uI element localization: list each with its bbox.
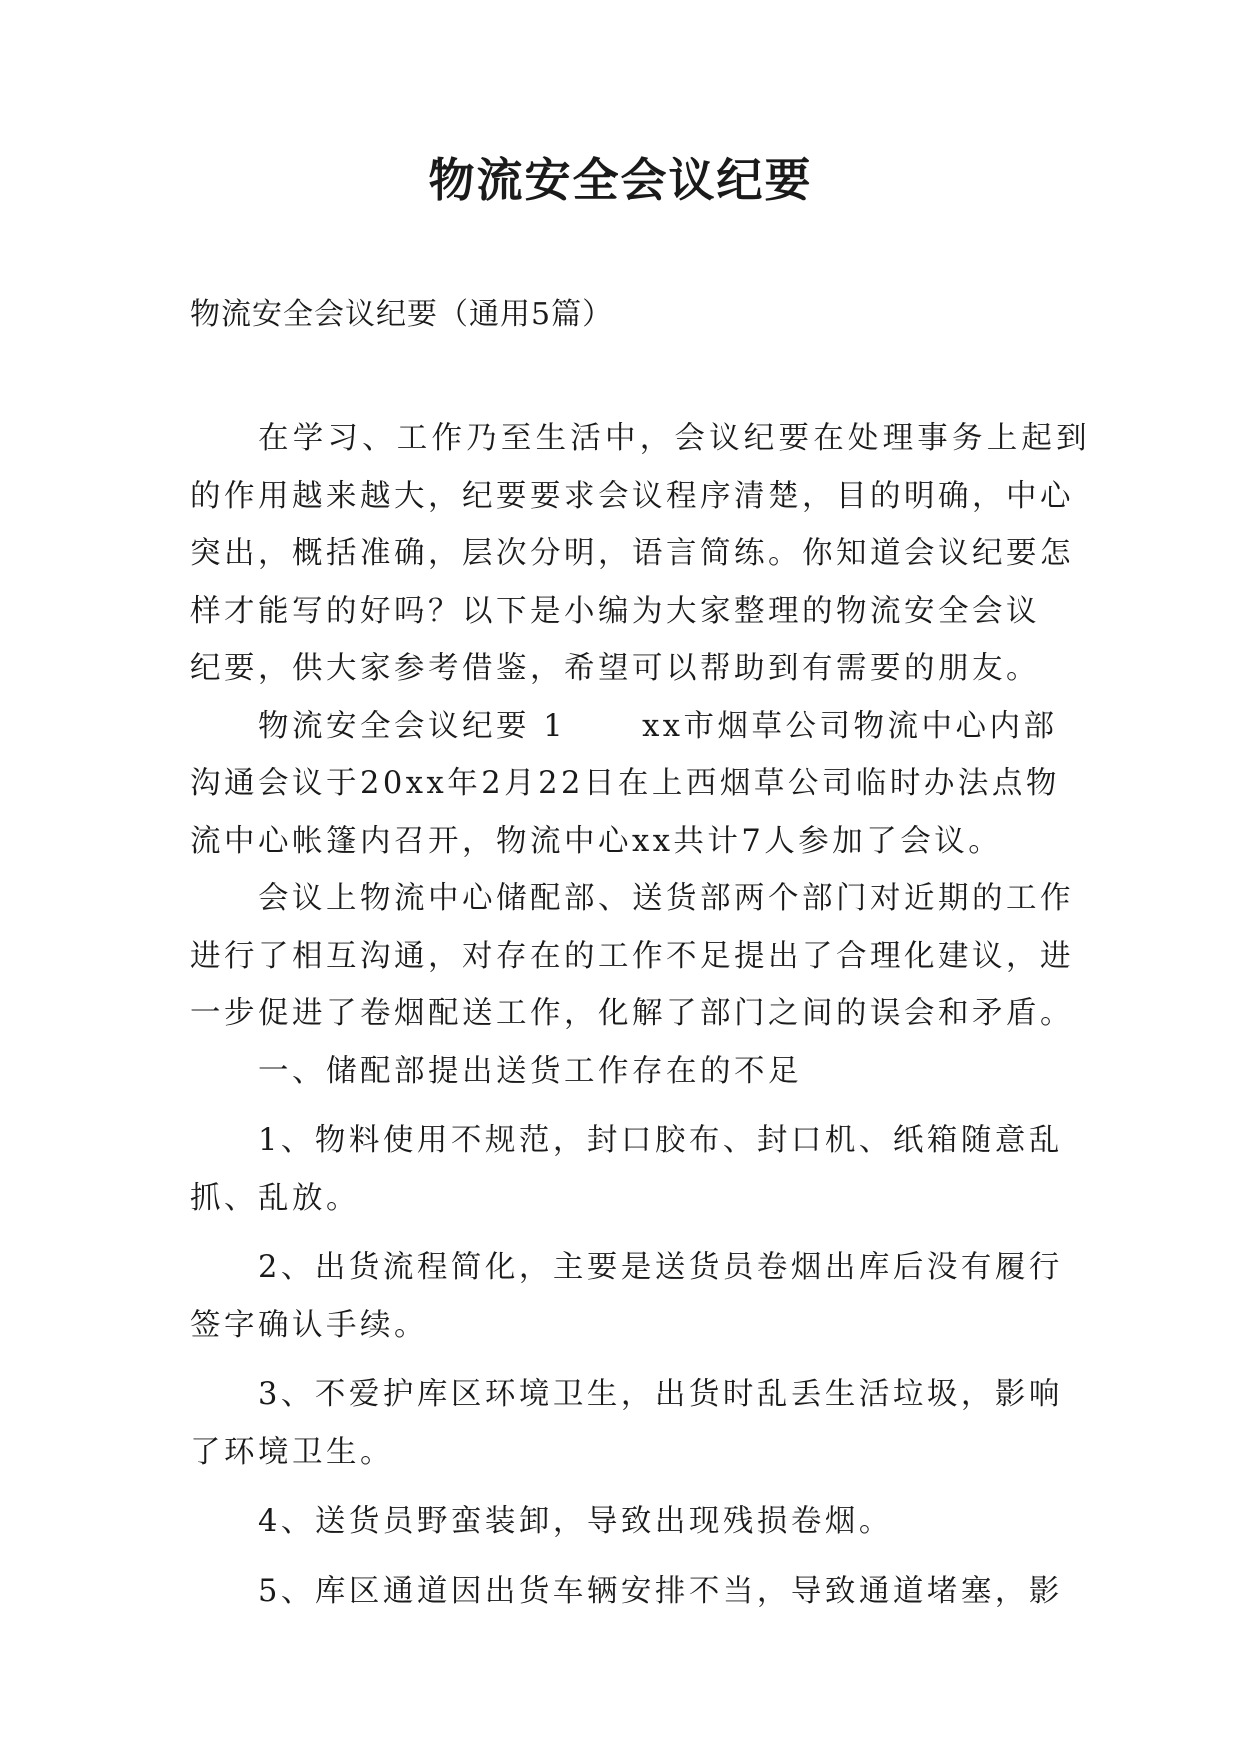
paragraph-line: 物流安全会议纪要 1 xx市烟草公司物流中心内部 [258,708,1058,744]
paragraph-line: 一步促进了卷烟配送工作，化解了部门之间的误会和矛盾。 [190,996,1074,1031]
paragraph-line: 样才能写的好吗？以下是小编为大家整理的物流安全会议 [190,593,1040,629]
list-item-continuation: 签字确认手续。 [190,1307,428,1343]
document-title: 物流安全会议纪要 [428,153,813,207]
list-item: 4、送货员野蛮装卸，导致出现残损卷烟。 [258,1504,893,1539]
document-subtitle: 物流安全会议纪要（通用5篇） [190,297,614,332]
list-item: 5、库区通道因出货车辆安排不当，导致通道堵塞，影 [258,1573,1063,1609]
paragraph-line: 突出，概括准确，层次分明，语言简练。你知道会议纪要怎 [190,536,1074,571]
list-heading: 一、储配部提出送货工作存在的不足 [258,1053,802,1089]
paragraph-line: 在学习、工作乃至生活中，会议纪要在处理事务上起到 [258,421,1091,456]
section-heading-1: 物流安全会议纪要 1 [258,708,567,744]
list-item-continuation: 抓、乱放。 [190,1180,360,1216]
paragraph-line: 会议上物流中心储配部、送货部两个部门对近期的工作 [258,881,1074,916]
list-item: 2、出货流程简化，主要是送货员卷烟出库后没有履行 [258,1250,1063,1285]
paragraph-line: 进行了相互沟通，对存在的工作不足提出了合理化建议，进 [190,938,1074,974]
list-item: 3、不爱护库区环境卫生，出货时乱丢生活垃圾，影响 [258,1377,1063,1412]
paragraph-line: 纪要，供大家参考借鉴，希望可以帮助到有需要的朋友。 [190,651,1040,686]
list-item-continuation: 了环境卫生。 [190,1434,394,1470]
paragraph-line: 流中心帐篷内召开，物流中心xx共计7人参加了会议。 [190,823,1003,859]
paragraph-line: 的作用越来越大，纪要要求会议程序清楚，目的明确，中心 [190,478,1074,514]
document-body [190,410,1091,1620]
list-item: 1、物料使用不规范，封口胶布、封口机、纸箱随意乱 [258,1123,1063,1158]
paragraph-line: 沟通会议于20xx年2月22日在上西烟草公司临时办法点物 [190,766,1060,801]
